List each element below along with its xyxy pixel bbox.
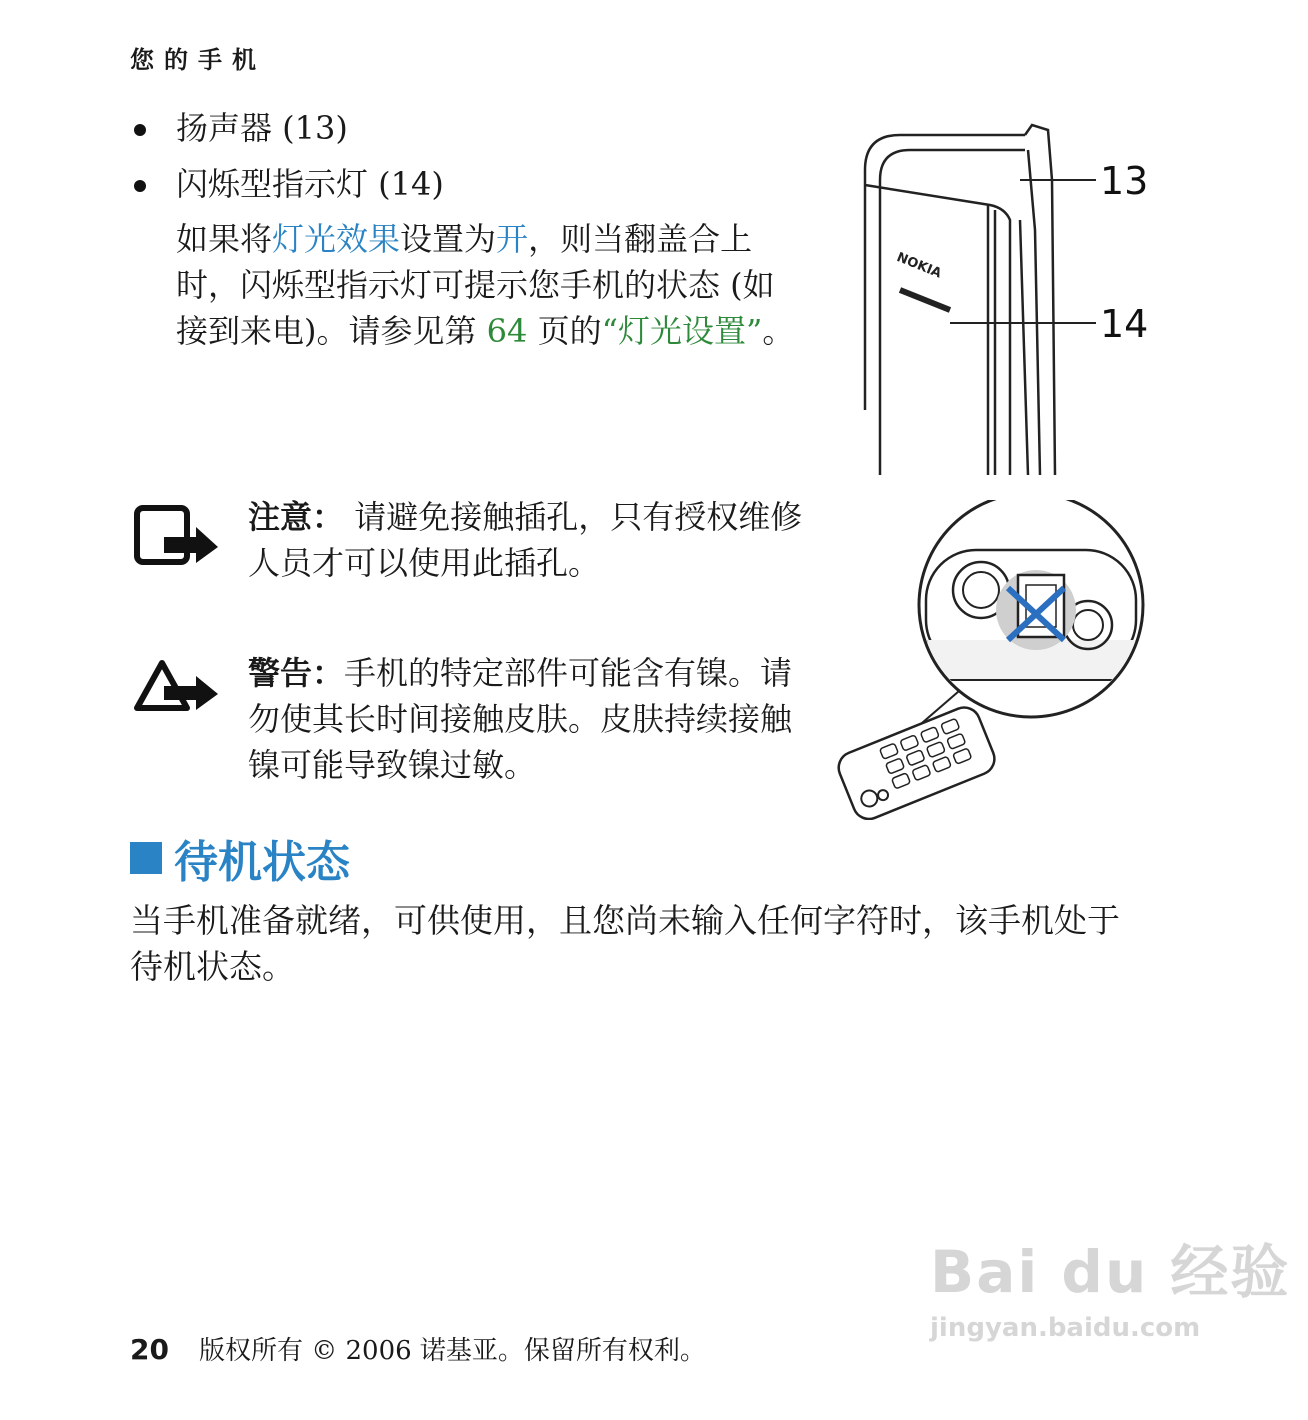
callout-14: 14: [1100, 302, 1149, 346]
connector-illustration: [826, 500, 1156, 820]
warning-triangle-hand-icon: [134, 658, 220, 714]
note-label: 注意：: [248, 498, 345, 536]
page-footer: [130, 1330, 706, 1367]
link-light-effects[interactable]: 灯光效果: [272, 220, 401, 258]
warning-body: 手机的特定部件可能含有镍。请勿使其长时间接触皮肤。皮肤持续接触镍可能导致镍过敏。: [248, 654, 793, 784]
brand-logo: NOKIA: [894, 250, 944, 282]
text-segment: 设置为: [400, 220, 497, 258]
standby-description: 当手机准备就绪，可供使用，且您尚未输入任何字符时，该手机处于待机状态。: [130, 901, 1120, 986]
section-bullet-square: [130, 842, 162, 874]
page-reference[interactable]: 64: [486, 312, 528, 350]
section-heading: [130, 826, 350, 890]
text-segment: ，则当翻盖合上时，闪烁型指示灯可提示您手机的状态 (如接到来电)。请参见第: [176, 220, 775, 350]
list-item-indicator: 闪烁型指示灯 (14): [130, 164, 810, 204]
warning-text: [248, 650, 808, 788]
section-title-text: 待机状态: [174, 837, 350, 888]
watermark-url: jingyan.baidu.com: [930, 1313, 1201, 1343]
text-segment: 如果将: [176, 220, 273, 258]
note-body: 请避免接触插孔，只有授权维修人员才可以使用此插孔。: [248, 498, 803, 582]
copyright-notice: 版权所有 © 2006 诺基亚。保留所有权利。: [198, 1336, 706, 1366]
note-hand-icon: [134, 505, 220, 567]
note-text: [248, 494, 808, 586]
phone-top-illustration: [850, 110, 1170, 480]
link-light-settings[interactable]: “灯光设置”: [601, 312, 763, 350]
baidu-watermark: [930, 1225, 1290, 1343]
list-item-speaker: 扬声器 (13): [130, 108, 810, 148]
text-segment: 页的: [527, 312, 602, 350]
running-header: 您的手机: [130, 46, 266, 74]
page-number: 20: [130, 1333, 169, 1366]
feature-list: [130, 108, 810, 220]
value-on: 开: [496, 220, 529, 258]
callout-13: 13: [1100, 159, 1149, 203]
watermark-logo-text: Bai du 经验: [930, 1238, 1291, 1306]
warning-label: 警告：: [248, 654, 345, 692]
text-segment: 。: [762, 312, 795, 350]
indicator-description: [176, 216, 806, 354]
